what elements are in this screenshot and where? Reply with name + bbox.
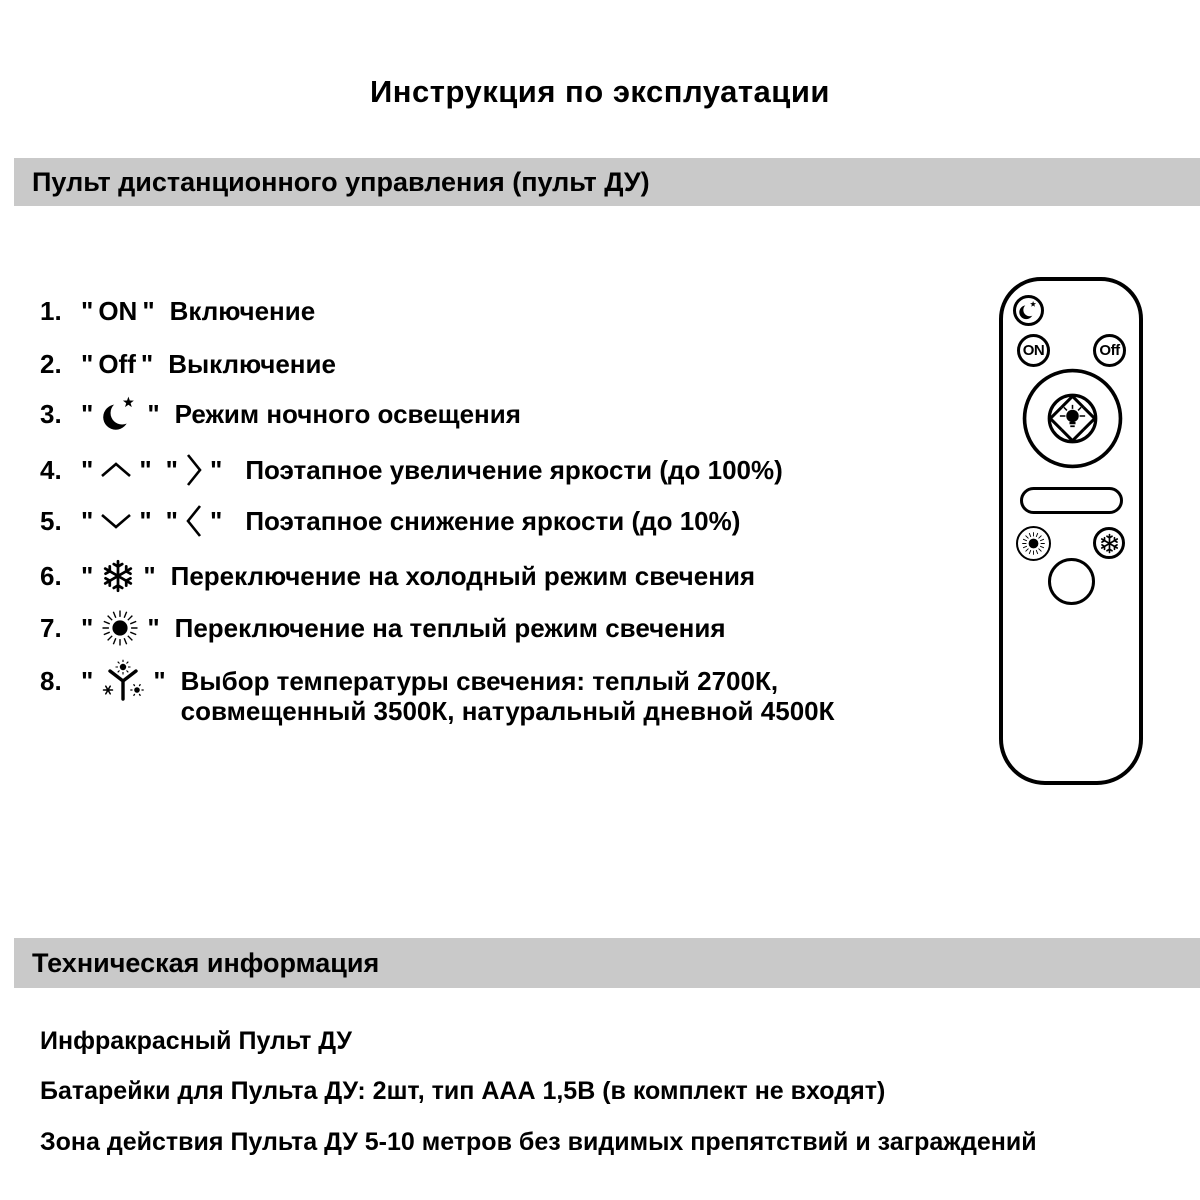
section-header-tech [14, 938, 1200, 988]
item-description: Поэтапное снижение яркости (до 10%) [245, 505, 741, 536]
chevron-left-icon [184, 503, 204, 539]
on-key-label: ON [98, 295, 138, 326]
item-description: Выключение [168, 348, 336, 379]
quote-mark: " [142, 295, 155, 326]
quote-mark: " [81, 295, 94, 326]
round-button [1048, 558, 1095, 605]
sun-icon [1020, 530, 1047, 557]
quote-mark: " [147, 612, 160, 643]
item-description-line2: совмещенный 3500К, натуральный дневной 4500К [180, 696, 835, 726]
item-number: 2. [40, 348, 62, 379]
item-description: Поэтапное увеличение яркости (до 100%) [245, 454, 783, 485]
quote-mark: " [165, 454, 178, 485]
item-description: Переключение на теплый режим свечения [174, 612, 726, 643]
on-button-label: ON [1022, 342, 1045, 359]
snowflake-icon [99, 557, 137, 595]
item-number: 5. [40, 505, 62, 536]
item-number: 8. [40, 665, 62, 696]
page-title: Инструкция по эксплуатации [370, 74, 830, 109]
dpad-control [1021, 367, 1124, 470]
warm-mode-button [1016, 526, 1051, 561]
lightbulb-icon [1060, 405, 1085, 427]
quote-mark: " [81, 560, 94, 591]
list-item-color-temperature [40, 659, 835, 726]
off-button-label: Off [1099, 342, 1120, 359]
off-button [1093, 334, 1126, 367]
item-description: Переключение на холодный режим свечения [170, 560, 756, 591]
tech-info-line: Зона действия Пульта ДУ 5-10 метров без видимых препятствий и заграждений [40, 1127, 1037, 1156]
item-description-line1: Выбор температуры свечения: теплый 2700К, [180, 666, 779, 696]
snowflake-icon [1098, 532, 1121, 555]
quote-mark: " [81, 505, 94, 536]
item-description: Включение [169, 295, 316, 326]
quote-mark: " [81, 665, 94, 696]
quote-mark: " [147, 398, 160, 429]
quote-mark: " [139, 505, 152, 536]
item-description [181, 666, 835, 726]
moon-star-icon [99, 393, 141, 435]
cold-mode-button [1093, 527, 1125, 559]
chevron-up-icon [99, 460, 133, 480]
quote-mark: " [143, 560, 156, 591]
moon-star-icon [1017, 299, 1040, 322]
tech-info-line: Инфракрасный Пульт ДУ [40, 1026, 352, 1055]
list-item-warm-mode [40, 608, 726, 648]
chevron-down-icon [99, 511, 133, 531]
quote-mark: " [81, 348, 94, 379]
color-temperature-icon [99, 657, 147, 705]
list-item-night-mode [40, 394, 521, 434]
section-header-remote [14, 158, 1200, 206]
item-number: 4. [40, 454, 62, 485]
sun-icon [99, 607, 141, 649]
list-item-cold-mode [40, 557, 755, 595]
quote-mark: " [81, 454, 94, 485]
item-number: 3. [40, 398, 62, 429]
night-mode-button [1013, 295, 1044, 326]
tech-info-line: Батарейки для Пульта ДУ: 2шт, тип ААА 1,5В (в комплект не входят) [40, 1076, 886, 1105]
list-item-off [40, 349, 336, 379]
section-header-remote-label: Пульт дистанционного управления (пульт ДУ) [32, 166, 650, 197]
quote-mark: " [209, 454, 223, 485]
list-item-on [40, 296, 315, 326]
quote-mark: " [139, 454, 152, 485]
on-button [1017, 334, 1050, 367]
quote-mark: " [140, 348, 154, 379]
quote-mark: " [81, 398, 94, 429]
list-item-brightness-down [40, 504, 740, 538]
item-number: 6. [40, 560, 62, 591]
quote-mark: " [209, 505, 223, 536]
quote-mark: " [153, 665, 166, 696]
pill-button [1020, 487, 1123, 514]
section-header-tech-label: Техническая информация [32, 947, 380, 978]
item-number: 7. [40, 612, 62, 643]
off-key-label: Off [98, 348, 136, 379]
item-number: 1. [40, 295, 62, 326]
quote-mark: " [81, 612, 94, 643]
item-description: Режим ночного освещения [174, 398, 521, 429]
remote-illustration [999, 277, 1143, 785]
chevron-right-icon [184, 452, 204, 488]
quote-mark: " [165, 505, 178, 536]
list-item-brightness-up [40, 453, 783, 487]
